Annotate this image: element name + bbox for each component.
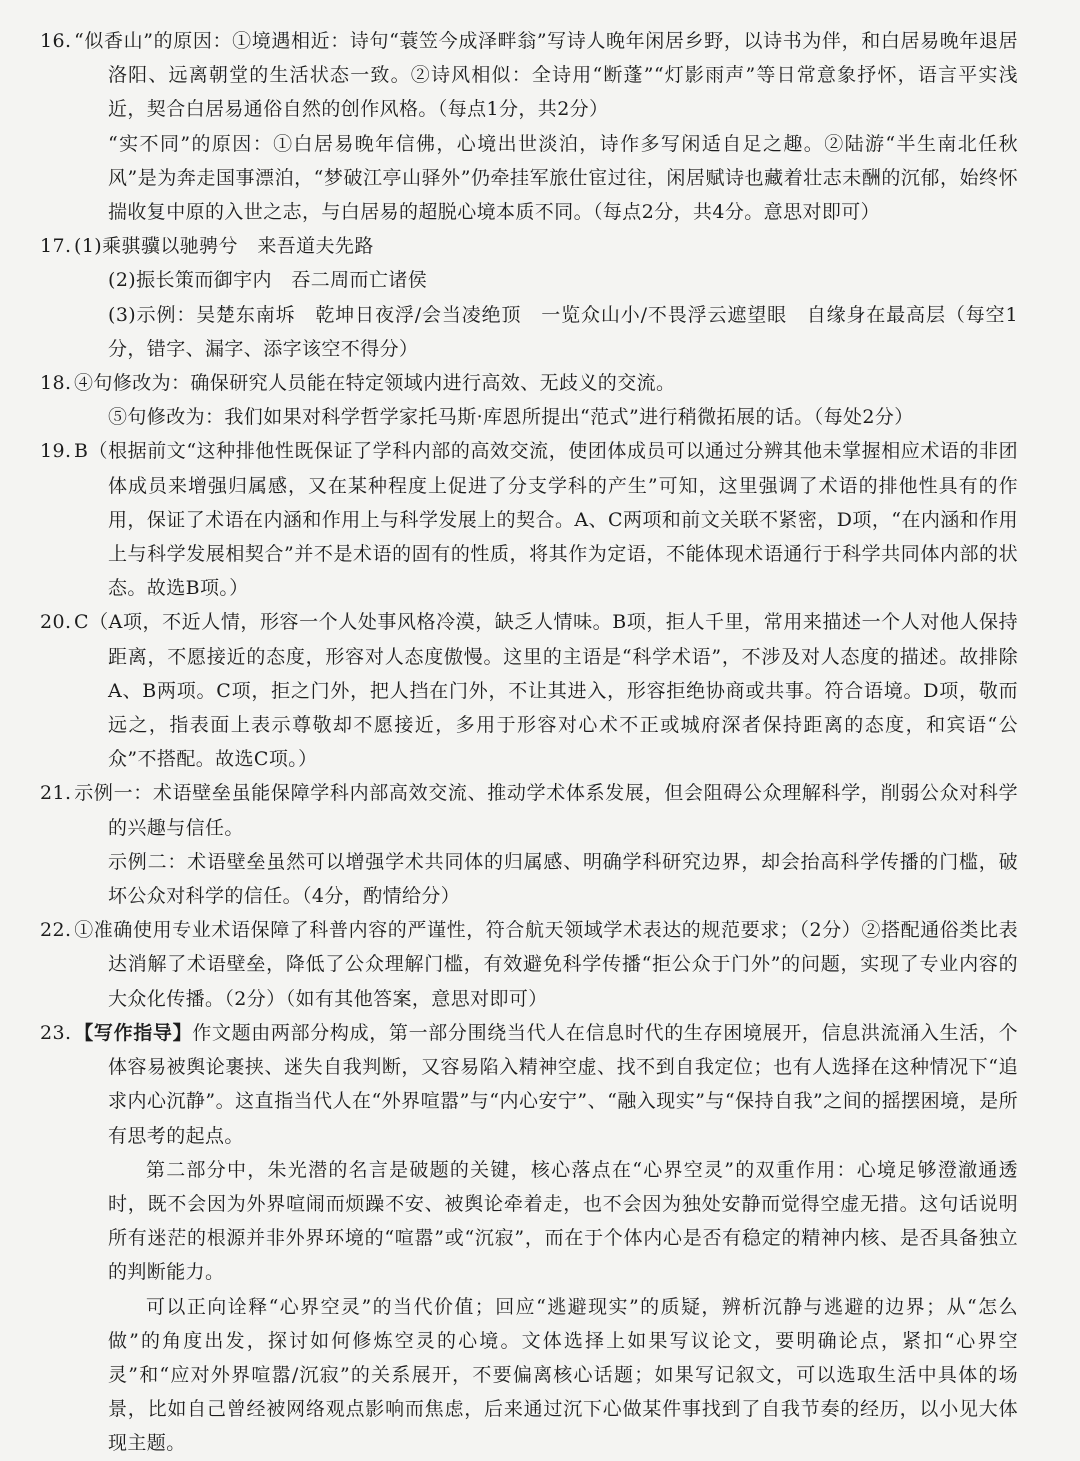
answer-18-line1-text: ④句修改为：确保研究人员能在特定领域内进行高效、无歧义的交流。 xyxy=(74,372,676,395)
answer-21-example1-text: 示例一：术语壁垒虽能保障学科内部高效交流、推动学术体系发展，但会阻碍公众理解科学，削弱公众对科学的兴趣与信任。 xyxy=(74,782,1018,839)
answer-23-para2: 第二部分中，朱光潜的名言是破题的关键，核心落点在“心界空灵”的双重作用：心境足够澄澈通透时，既不会因为外界喧闹而烦躁不安、被舆论牵着走，也不会因为独处安静而觉得空虚无措。这句话说明所有迷茫的根源并非外界环境的“喧嚣”或“沉寂”，而在于个体内心是否有稳定的精神内核、是否具备独立的判断能力。 xyxy=(108,1158,1018,1284)
answer-23-para3: 可以正向诠释“心界空灵”的当代价值；回应“逃避现实”的质疑，辨析沉静与逃避的边界；从“怎么做”的角度出发，探讨如何修炼空灵的心境。文体选择上如果写议论文，要明确论点，紧扣“心界空灵”和“应对外界喧嚣/沉寂”的关系展开，不要偏离核心话题；如果写记叙文，可以选取生活中具体的场景，比如自己曾经被网络观点影响而焦虑，后来通过沉下心做某件事找到了自我节奏的经历，以小见大体现主题。 xyxy=(108,1295,1018,1455)
answer-23-para1-text: 作文题由两部分构成，第一部分围绕当代人在信息时代的生存困境展开，信息洪流涌入生活，个体容易被舆论裹挟、迷失自我判断，又容易陷入精神空虚、找不到自我定位；也有人选择在这种情况下“追求内心沉静”。这直指当代人在“外界喧嚣”与“内心安宁”、“融入现实”与“保持自我”之间的摇摆困境，是所有思考的起点。 xyxy=(108,1021,1018,1147)
answer-18-line2: ⑤句修改为：我们如果对科学哲学家托马斯·库恩所提出“范式”进行稍微拓展的话。（每处2分） xyxy=(108,406,914,429)
answer-19-text: B（根据前文“这种排他性既保证了学科内部的高效交流，使团体成员可以通过分辨其他未掌握相应术语的非团体成员来增强归属感，又在某种程度上促进了分支学科的产生”可知，这里强调了术语的排他性具有的作用，保证了术语在内涵和作用上与科学发展上的契合。A、C两项和前文关联不紧密，D项，“在内涵和作用上与科学发展相契合”并不是术语的固有的性质，将其作为定语，不能体现术语通行于科学共同体内部的状态。故选B项。） xyxy=(74,440,1018,600)
answer-20: 20. C（A项，不近人情，形容一个人处事风格冷漠，缺乏人情味。B项，拒人千里，常用来描述一个人对他人保持距离，不愿接近的态度，形容对人态度傲慢。这里的主语是“科学术语”，不涉及对人态度的描述。故排除A、B两项。C项，拒之门外，把人挡在门外，不让其进入，形容拒绝协商或共事。符合语境。D项，敬而远之，指表面上表示尊敬却不愿接近，多用于形容对心术不正或城府深者保持距离的态度，和宾语“公众”不搭配。故选C项。） xyxy=(40,611,1018,771)
answer-17-line1: 17. (1)乘骐骥以驰骋兮 来吾道夫先路 xyxy=(40,235,374,258)
answer-16-part2: “实不同”的原因：①白居易晚年信佛，心境出世淡泊，诗作多写闲适自足之趣。②陆游“半生南北任秋风”是为奔走国事漂泊，“梦破江亭山驿外”仍牵挂军旅仕宦过往，闲居赋诗也藏着壮志未酬的沉郁，始终怀揣收复中原的入世之志，与白居易的超脱心境本质不同。（每点2分，共4分。意思对即可） xyxy=(108,132,1018,224)
answer-21-example1: 21. 示例一：术语壁垒虽能保障学科内部高效交流、推动学术体系发展，但会阻碍公众理解科学，削弱公众对科学的兴趣与信任。 xyxy=(40,782,1018,839)
answer-16-part1: 16. “似香山”的原因：①境遇相近：诗句“蓑笠今成泽畔翁”写诗人晚年闲居乡野，以诗书为伴，和白居易晚年退居洛阳、远离朝堂的生活状态一致。②诗风相似：全诗用“断蓬”“灯影雨声”等日常意象抒怀，语言平实浅近，契合白居易通俗自然的创作风格。（每点1分，共2分） xyxy=(40,30,1018,121)
answer-22: 22. ①准确使用专业术语保障了科普内容的严谨性，符合航天领域学术表达的规范要求；（2分）②搭配通俗类比表达消解了术语壁垒，降低了公众理解门槛，有效避免科学传播“拒公众于门外”的问题，实现了专业内容的大众化传播。（2分）（如有其他答案，意思对即可） xyxy=(40,919,1018,1010)
answer-21-example2: 示例二：术语壁垒虽然可以增强学术共同体的归属感、明确学科研究边界，却会抬高科学传播的门槛，破坏公众对科学的信任。（4分，酌情给分） xyxy=(108,850,1018,908)
answer-22-text: ①准确使用专业术语保障了科普内容的严谨性，符合航天领域学术表达的规范要求；（2分）②搭配通俗类比表达消解了术语壁垒，降低了公众理解门槛，有效避免科学传播“拒公众于门外”的问题，实现了专业内容的大众化传播。（2分）（如有其他答案，意思对即可） xyxy=(74,919,1018,1010)
answer-17-line2: (2)振长策而御宇内 吞二周而亡诸侯 xyxy=(108,269,428,292)
writing-guide-label: 【写作指导】 xyxy=(74,1021,193,1044)
answer-20-text: C（A项，不近人情，形容一个人处事风格冷漠，缺乏人情味。B项，拒人千里，常用来描述一个人对他人保持距离，不愿接近的态度，形容对人态度傲慢。这里的主语是“科学术语”，不涉及对人态度的描述。故排除A、B两项。C项，拒之门外，把人挡在门外，不让其进入，形容拒绝协商或共事。符合语境。D项，敬而远之，指表面上表示尊敬却不愿接近，多用于形容对心术不正或城府深者保持距离的态度，和宾语“公众”不搭配。故选C项。） xyxy=(74,611,1018,771)
answer-23-para1: 23. 【写作指导】作文题由两部分构成，第一部分围绕当代人在信息时代的生存困境展开，信息洪流涌入生活，个体容易被舆论裹挟、迷失自我判断，又容易陷入精神空虚、找不到自我定位；也有人选择在这种情况下“追求内心沉静”。这直指当代人在“外界喧嚣”与“内心安宁”、“融入现实”与“保持自我”之间的摇摆困境，是所有思考的起点。 xyxy=(40,1021,1018,1147)
answer-18-line1: 18. ④句修改为：确保研究人员能在特定领域内进行高效、无歧义的交流。 xyxy=(40,372,676,395)
answer-16-part1-text: “似香山”的原因：①境遇相近：诗句“蓑笠今成泽畔翁”写诗人晚年闲居乡野，以诗书为伴，和白居易晚年退居洛阳、远离朝堂的生活状态一致。②诗风相似：全诗用“断蓬”“灯影雨声”等日常意象抒怀，语言平实浅近，契合白居易通俗自然的创作风格。（每点1分，共2分） xyxy=(74,30,1018,121)
answer-19: 19. B（根据前文“这种排他性既保证了学科内部的高效交流，使团体成员可以通过分辨其他未掌握相应术语的非团体成员来增强归属感，又在某种程度上促进了分支学科的产生”可知，这里强调了术语的排他性具有的作用，保证了术语在内涵和作用上与科学发展上的契合。A、C两项和前文关联不紧密，D项，“在内涵和作用上与科学发展相契合”并不是术语的固有的性质，将其作为定语，不能体现术语通行于科学共同体内部的状态。故选B项。） xyxy=(40,440,1018,600)
answer-17-line1-text: (1)乘骐骥以驰骋兮 来吾道夫先路 xyxy=(74,235,374,258)
answer-17-line3: (3)示例：吴楚东南坼 乾坤日夜浮/会当凌绝顶 一览众山小/不畏浮云遮望眼 自缘身在最高层（每空1分，错字、漏字、添字该空不得分） xyxy=(108,303,1018,360)
